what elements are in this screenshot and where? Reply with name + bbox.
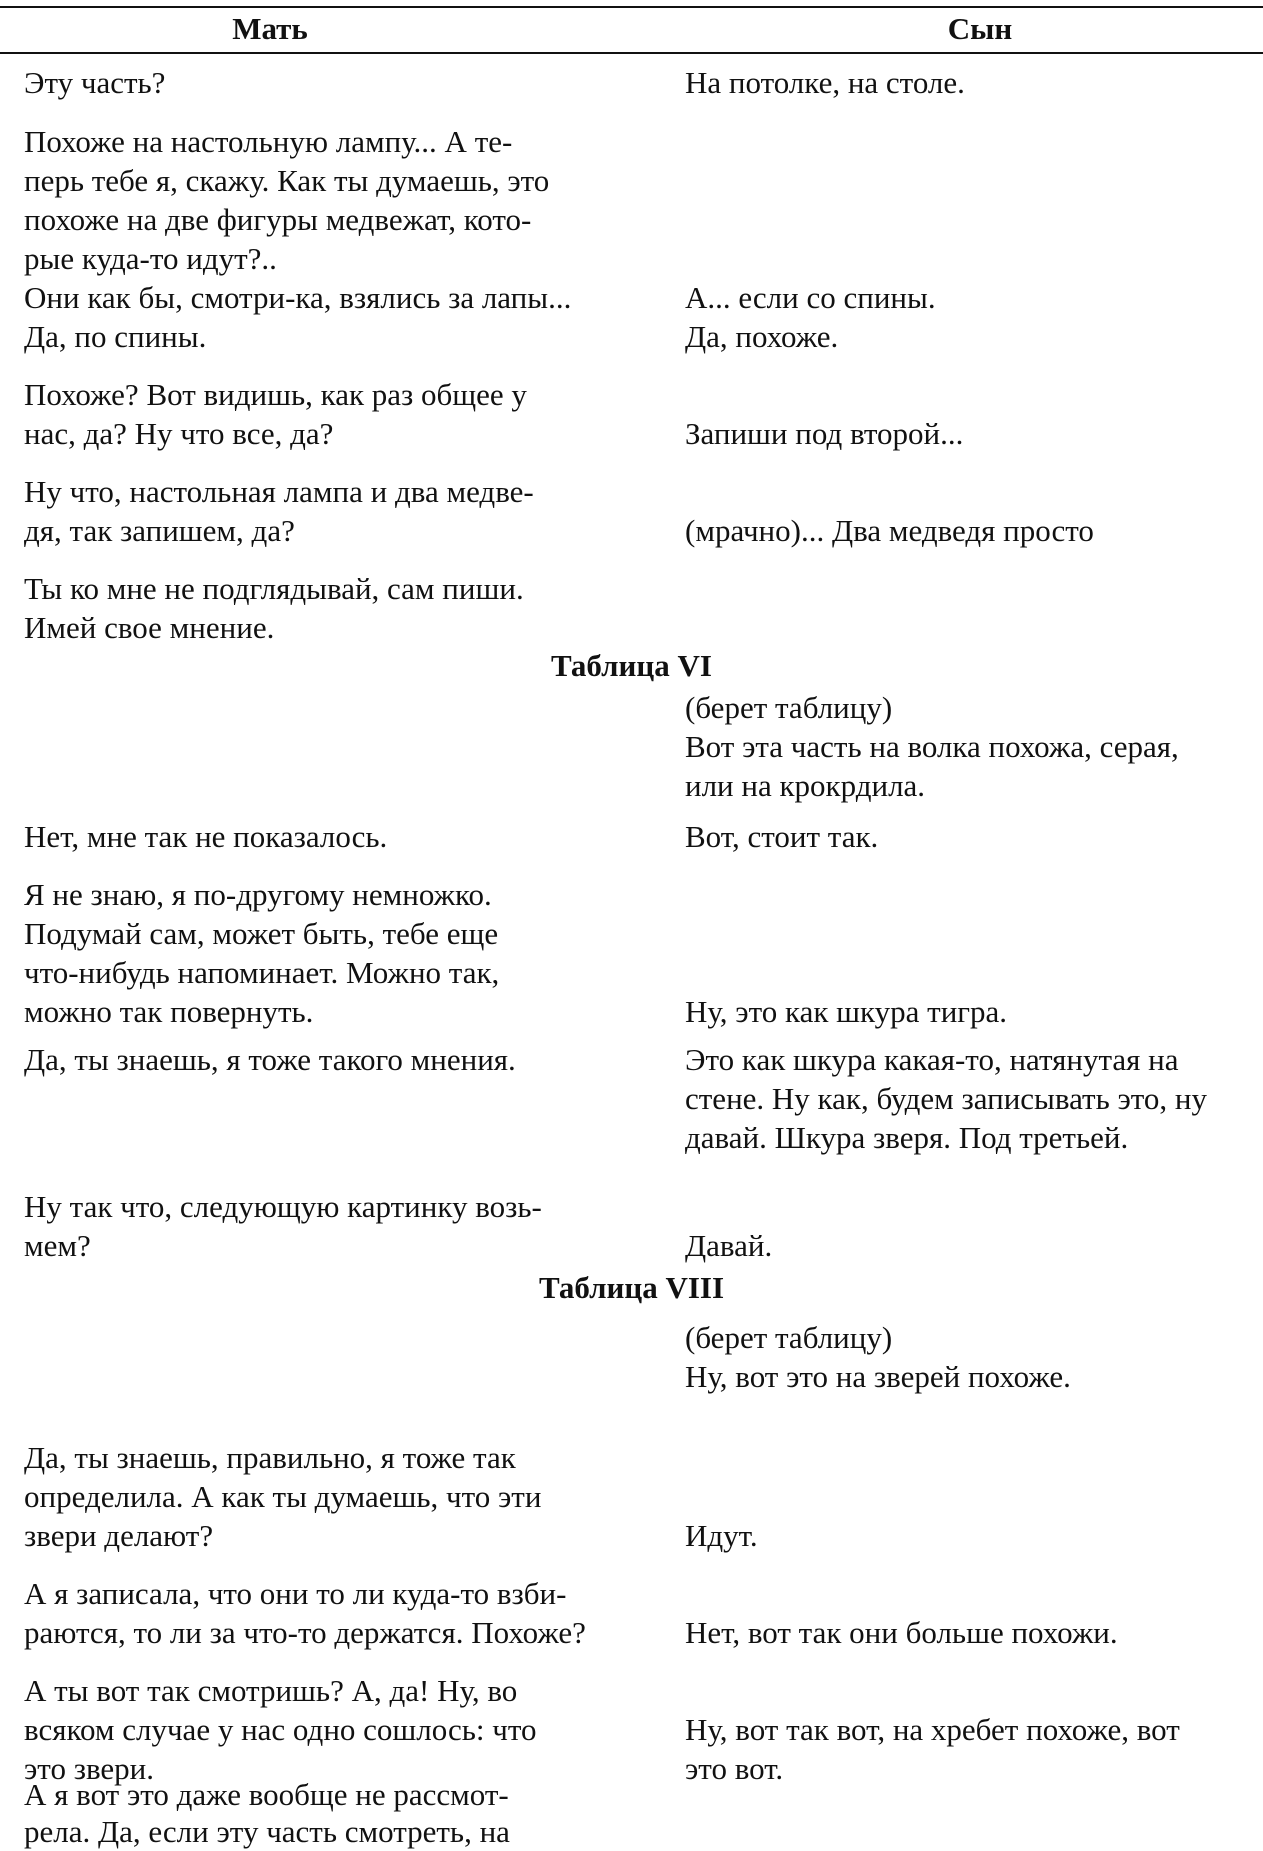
mother-line: мем? (24, 1228, 91, 1263)
mother-line: Нет, мне так не показалось. (24, 819, 388, 854)
mother-line: А я вот это даже вообще не рассмот- (24, 1777, 509, 1812)
son-line: (берет таблицу) (685, 1320, 893, 1355)
mother-line: раются, то ли за что-то держатся. Похоже? (24, 1615, 586, 1650)
mother-line: Имей свое мнение. (24, 610, 275, 645)
mother-line: определила. А как ты думаешь, что эти (24, 1479, 542, 1514)
son-line: Нет, вот так они больше похожи. (685, 1615, 1118, 1650)
son-line: Это как шкура какая-то, натянутая на (685, 1042, 1179, 1077)
mother-line: Да, ты знаешь, я тоже такого мнения. (24, 1042, 516, 1077)
son-line: (мрачно)... Два медведя просто (685, 513, 1094, 548)
mother-line: А я записала, что они то ли куда-то взби- (24, 1576, 567, 1611)
son-line: На потолке, на столе. (685, 65, 965, 100)
section-heading-table-6: Таблица VI (551, 648, 712, 683)
mother-line: можно так повернуть. (24, 994, 314, 1029)
son-line: это вот. (685, 1751, 784, 1786)
top-rule (0, 6, 1263, 8)
son-line: Ну, вот так вот, на хребет похоже, вот (685, 1712, 1180, 1747)
son-line: Ну, вот это на зверей похоже. (685, 1359, 1071, 1394)
mother-line: похоже на две фигуры медвежат, кото- (24, 202, 532, 237)
header-rule (0, 52, 1263, 54)
son-line: Ну, это как шкура тигра. (685, 994, 1008, 1029)
mother-line: Ну так что, следующую картинку возь- (24, 1189, 542, 1224)
mother-line: Эту часть? (24, 65, 166, 100)
son-line: А... если со спины. (685, 280, 936, 315)
son-line: Идут. (685, 1518, 758, 1553)
mother-line: что-нибудь напоминает. Можно так, (24, 955, 500, 990)
mother-line: А ты вот так смотришь? А, да! Ну, во (24, 1673, 518, 1708)
section-heading-table-8: Таблица VIII (538, 1270, 725, 1305)
son-line: Вот, стоит так. (685, 819, 879, 854)
mother-line: Похоже на настольную лампу... А те- (24, 124, 513, 159)
son-line: (берет таблицу) (685, 690, 893, 725)
mother-line: Похоже? Вот видишь, как раз общее у (24, 377, 527, 412)
mother-line: рые куда-то идут?.. (24, 241, 277, 276)
mother-line: рела. Да, если эту часть смотреть, на (24, 1814, 510, 1849)
son-line: Запиши под второй... (685, 416, 964, 451)
son-line: или на крокрдила. (685, 768, 926, 803)
mother-line: звери делают? (24, 1518, 214, 1553)
mother-line: Да, по спины. (24, 319, 207, 354)
column-header-mother: Мать (232, 11, 308, 46)
mother-line: Они как бы, смотри-ка, взялись за лапы... (24, 280, 572, 315)
son-line: Вот эта часть на волка похожа, серая, (685, 729, 1179, 764)
son-line: Давай. (685, 1228, 773, 1263)
column-header-son: Сын (947, 11, 1013, 46)
mother-line: нас, да? Ну что все, да? (24, 416, 334, 451)
mother-line: Я не знаю, я по-другому немножко. (24, 877, 492, 912)
mother-line: Подумай сам, может быть, тебе еще (24, 916, 499, 951)
mother-line: всяком случае у нас одно сошлось: что (24, 1712, 537, 1747)
mother-line: дя, так запишем, да? (24, 513, 295, 548)
son-line: Да, похоже. (685, 319, 839, 354)
mother-line: Да, ты знаешь, правильно, я тоже так (24, 1440, 516, 1475)
mother-line: Ну что, настольная лампа и два медве- (24, 474, 534, 509)
mother-line: перь тебе я, скажу. Как ты думаешь, это (24, 163, 550, 198)
mother-line: Ты ко мне не подглядывай, сам пиши. (24, 571, 524, 606)
son-line: стене. Ну как, будем записывать это, ну (685, 1081, 1208, 1116)
mother-line: это звери. (24, 1751, 154, 1786)
son-line: давай. Шкура зверя. Под третьей. (685, 1120, 1129, 1155)
